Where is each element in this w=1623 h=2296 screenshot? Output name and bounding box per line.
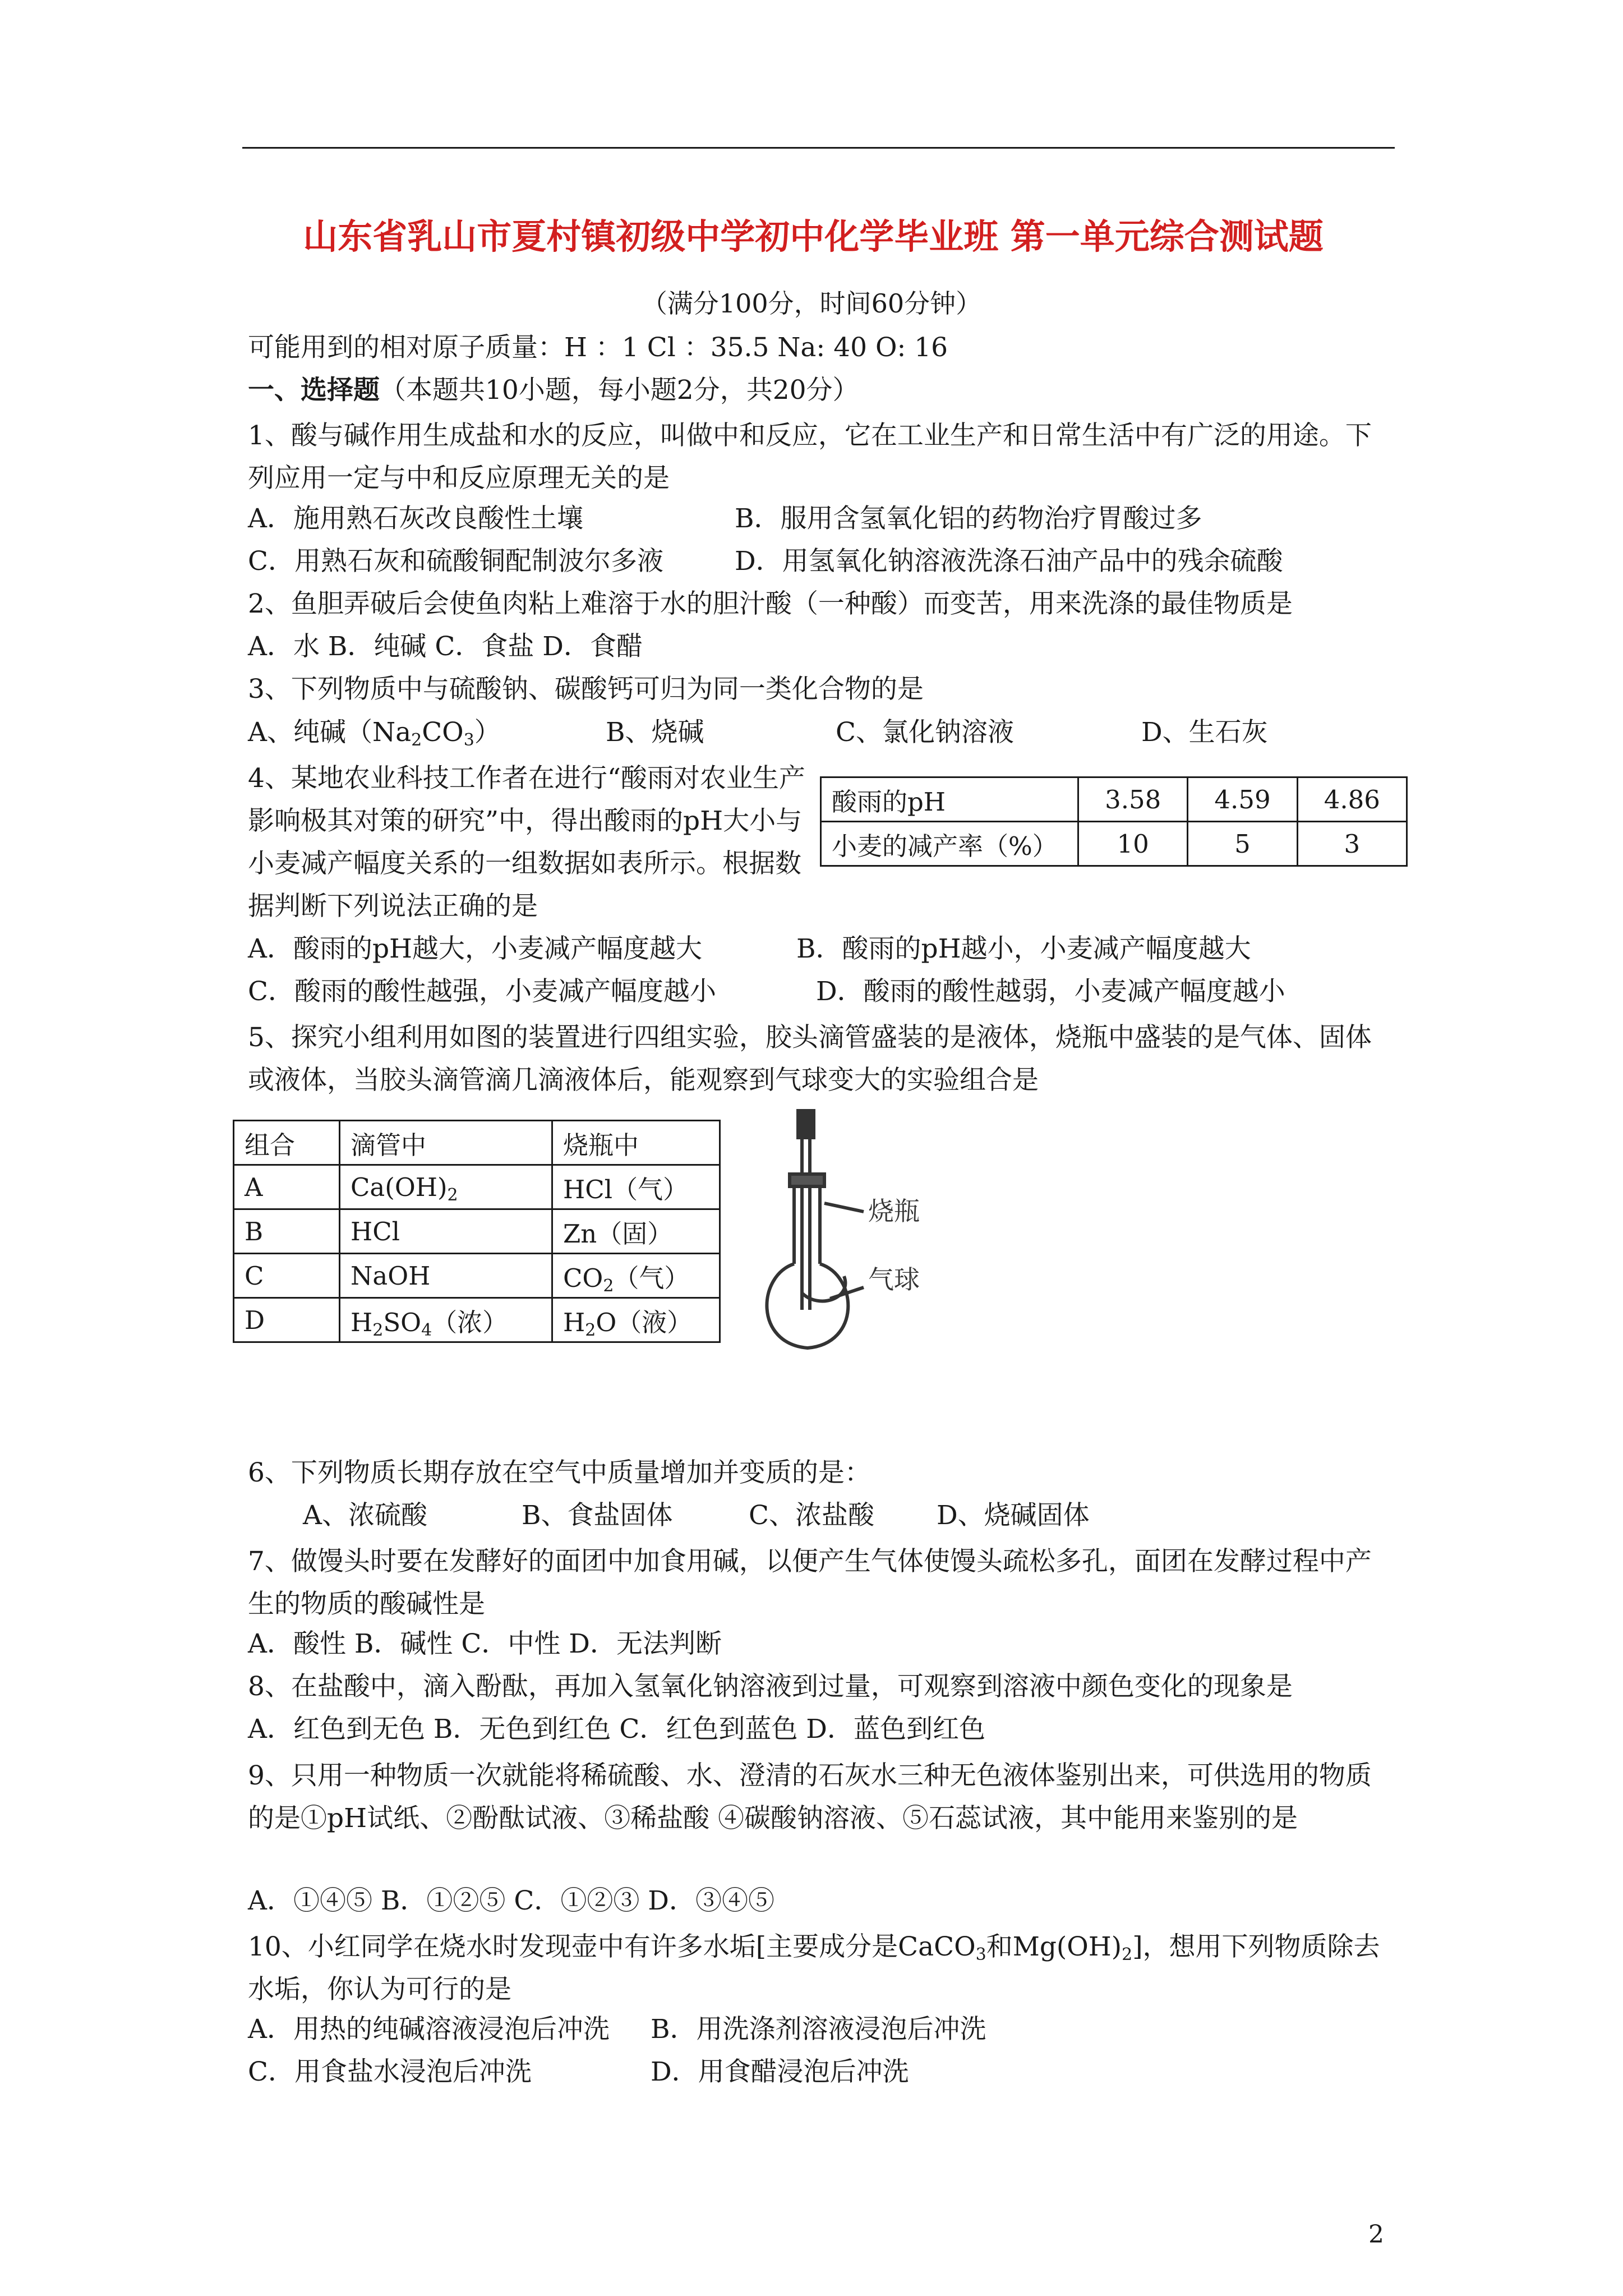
table-cell: B xyxy=(234,1209,340,1254)
q7-options: A．酸性 B．碱性 C．中性 D．无法判断 xyxy=(248,1628,722,1659)
table-cell: 10 xyxy=(1078,822,1188,866)
q3-a-text: A、纯碱（Na xyxy=(248,717,412,748)
q1-option-d: D．用氢氧化钠溶液洗涤石油产品中的残余硫酸 xyxy=(735,546,1283,577)
table-cell: C xyxy=(234,1254,340,1298)
table-cell xyxy=(340,1298,552,1342)
table-row xyxy=(234,1209,720,1254)
table-cell: 3.58 xyxy=(1078,777,1188,822)
q10-sub: 2 xyxy=(1122,1945,1133,1964)
q1-option-c: C．用熟石灰和硫酸铜配制波尔多液 xyxy=(248,546,663,577)
q10-stem xyxy=(248,1926,1398,2011)
cell-text: （气） xyxy=(614,1263,690,1293)
q2-options: A．水 B．纯碱 C．食盐 D．食醋 xyxy=(248,631,643,662)
q2-stem: 2、鱼胆弄破后会使鱼肉粘上难溶于水的胆汁酸（一种酸）而变苦，用来洗涤的最佳物质是 xyxy=(248,588,1293,619)
table-cell: 小麦的减产率（%） xyxy=(821,822,1078,866)
cell-text: SO xyxy=(383,1307,422,1337)
table-row xyxy=(234,1121,720,1165)
table-header: 组合 xyxy=(234,1121,340,1165)
q4-option-d: D．酸雨的酸性越弱，小麦减产幅度越小 xyxy=(816,976,1285,1007)
q10-option-b: B．用洗涤剂溶液浸泡后冲洗 xyxy=(651,2014,986,2045)
q3-option-c: C、氯化钠溶液 xyxy=(836,717,1014,748)
cell-sub: 2 xyxy=(603,1276,614,1296)
balloon-label: 气球 xyxy=(868,1264,920,1295)
q10-option-d: D．用食醋浸泡后冲洗 xyxy=(651,2056,909,2087)
atomic-mass-line: 可能用到的相对原子质量：H ：1 Cl ：35.5 Na: 40 O: 16 xyxy=(248,332,948,363)
cell-sub: 2 xyxy=(447,1185,458,1205)
q6-option-d: D、烧碱固体 xyxy=(937,1500,1090,1531)
table-cell xyxy=(552,1298,720,1342)
q3-option-b: B、烧碱 xyxy=(606,717,704,748)
q3-a-text: CO xyxy=(422,717,464,748)
cell-text: O（液） xyxy=(596,1307,693,1337)
q9-stem: 9、只用一种物质一次就能将稀硫酸、水、澄清的石灰水三种无色液体鉴别出来，可供选用的物质的是①pH试纸、②酚酞试液、③稀盐酸 ④碳酸钠溶液、⑤石蕊试液，其中能用来鉴别的是 xyxy=(248,1760,1372,1834)
cell-sub: 2 xyxy=(372,1320,384,1340)
table-row xyxy=(821,777,1407,822)
q7-stem: 7、做馒头时要在发酵好的面团中加食用碱，以便产生气体使馒头疏松多孔，面团在发酵过程中产生的物质的酸碱性是 xyxy=(248,1546,1372,1619)
q10-text: 10、小红同学在烧水时发现壶中有许多水垢[主要成分是CaCO xyxy=(248,1931,976,1962)
cell-text: CO xyxy=(563,1263,603,1293)
section-heading xyxy=(248,372,859,408)
q4-option-a: A．酸雨的pH越大，小麦减产幅度越大 xyxy=(248,933,703,964)
table-cell: HCl（气） xyxy=(552,1165,720,1209)
flask-apparatus-figure xyxy=(740,1108,976,1355)
table-row xyxy=(821,822,1407,866)
experiment-table xyxy=(233,1120,721,1343)
exam-subtitle: （满分100分，时间60分钟） xyxy=(641,288,982,319)
q10-text: 和Mg(OH) xyxy=(986,1931,1122,1962)
table-row xyxy=(234,1254,720,1298)
q3-a-sub: 2 xyxy=(411,730,422,750)
q3-option-d: D、生石灰 xyxy=(1141,717,1268,748)
q1-option-b: B．服用含氢氧化铝的药物治疗胃酸过多 xyxy=(735,503,1202,534)
q4-option-b: B．酸雨的pH越小，小麦减产幅度越大 xyxy=(796,933,1251,964)
q8-stem: 8、在盐酸中，滴入酚酞，再加入氢氧化钠溶液到过量，可观察到溶液中颜色变化的现象是 xyxy=(248,1671,1293,1702)
table-cell: HCl xyxy=(340,1209,552,1254)
q1-option-a: A．施用熟石灰改良酸性土壤 xyxy=(248,503,583,534)
q3-a-text: ） xyxy=(474,717,501,748)
table-cell: 酸雨的pH xyxy=(821,777,1078,822)
cell-text: H xyxy=(351,1307,373,1337)
q1-stem: 1、酸与碱作用生成盐和水的反应，叫做中和反应，它在工业生产和日常生活中有广泛的用途。下列应用一定与中和反应原理无关的是 xyxy=(248,420,1372,494)
q10-text: ]，想用下列物质除去水垢，你认为可行的是 xyxy=(248,1931,1380,2005)
top-rule xyxy=(242,147,1395,149)
table-cell: Zn（固） xyxy=(552,1209,720,1254)
table-cell xyxy=(340,1165,552,1209)
cell-sub: 2 xyxy=(585,1320,596,1340)
flask-label: 烧瓶 xyxy=(868,1196,920,1226)
q9-options: A．①④⑤ B．①②⑤ C．①②③ D．③④⑤ xyxy=(248,1885,774,1916)
table-header: 滴管中 xyxy=(340,1121,552,1165)
q3-option-a xyxy=(248,715,501,751)
section-label: 一、选择题 xyxy=(248,375,380,406)
q6-option-a: A、浓硫酸 xyxy=(303,1500,427,1531)
table-cell xyxy=(552,1254,720,1298)
q6-option-b: B、食盐固体 xyxy=(522,1500,673,1531)
cell-text: （浓） xyxy=(432,1307,508,1337)
q8-options: A．红色到无色 B．无色到红色 C．红色到蓝色 D．蓝色到红色 xyxy=(248,1714,985,1745)
q10-option-c: C．用食盐水浸泡后冲洗 xyxy=(248,2056,532,2087)
table-cell: NaOH xyxy=(340,1254,552,1298)
q10-sub: 3 xyxy=(975,1945,986,1964)
q10-option-a: A．用热的纯碱溶液浸泡后冲洗 xyxy=(248,2014,610,2045)
q3-stem: 3、下列物质中与硫酸钠、碳酸钙可归为同一类化合物的是 xyxy=(248,674,924,705)
table-cell: 4.59 xyxy=(1188,777,1297,822)
cell-text: H xyxy=(563,1307,585,1337)
table-cell: 3 xyxy=(1297,822,1407,866)
table-header: 烧瓶中 xyxy=(552,1121,720,1165)
q6-stem: 6、下列物质长期存放在空气中质量增加并变质的是： xyxy=(248,1457,871,1488)
table-cell: A xyxy=(234,1165,340,1209)
table-row xyxy=(234,1298,720,1342)
cell-text: Ca(OH) xyxy=(351,1172,448,1202)
q5-stem: 5、探究小组利用如图的装置进行四组实验，胶头滴管盛装的是液体，烧瓶中盛装的是气体、固体或液体，当胶头滴管滴几滴液体后，能观察到气球变大的实验组合是 xyxy=(248,1022,1372,1096)
q3-a-sub: 3 xyxy=(463,730,474,750)
table-cell: D xyxy=(234,1298,340,1342)
table-cell: 5 xyxy=(1188,822,1297,866)
section-note: （本题共10小题，每小题2分，共20分） xyxy=(380,375,859,406)
page-number: 2 xyxy=(1368,2220,1384,2249)
table-row xyxy=(234,1165,720,1209)
q6-option-c: C、浓盐酸 xyxy=(749,1500,874,1531)
q4-option-c: C．酸雨的酸性越强，小麦减产幅度越小 xyxy=(248,976,716,1007)
cell-sub: 4 xyxy=(421,1320,432,1340)
page-title: 山东省乳山市夏村镇初级中学初中化学毕业班 第一单元综合测试题 xyxy=(303,216,1324,257)
q4-stem: 4、某地农业科技工作者在进行“酸雨对农业生产影响极其对策的研究”中，得出酸雨的pH大小与小麦减产幅度关系的一组数据如表所示。根据数据判断下列说法正确的是 xyxy=(248,763,805,922)
table-cell: 4.86 xyxy=(1297,777,1407,822)
ph-table xyxy=(820,776,1408,867)
